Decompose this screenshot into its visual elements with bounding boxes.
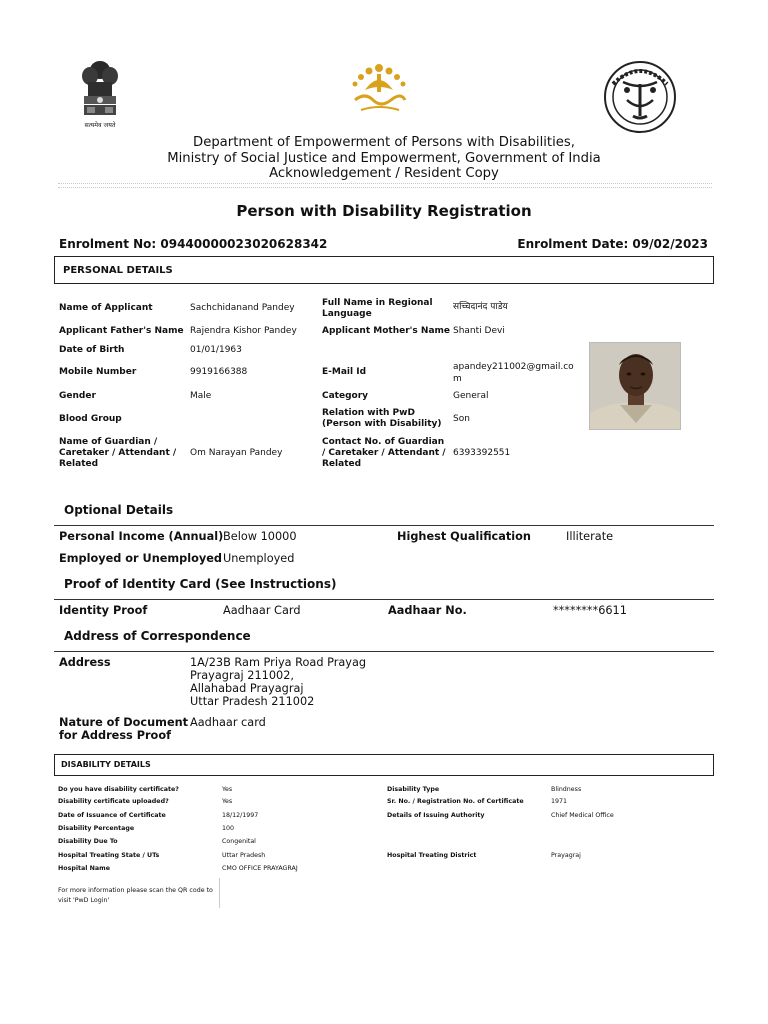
issuing-authority-value: Chief Medical Office: [551, 812, 614, 819]
divider: [58, 187, 712, 188]
address-proof-value: Aadhaar card: [190, 716, 266, 729]
regional-name-label: Full Name in Regional Language: [322, 298, 433, 319]
disability-type-value: Blindness: [551, 786, 582, 793]
address-line-2: Prayagraj 211002,: [190, 669, 294, 682]
enrolment-date: Enrolment Date: 09/02/2023: [517, 237, 708, 251]
divider: [54, 651, 714, 652]
relation-value: Son: [453, 414, 470, 424]
section-title: PERSONAL DETAILS: [63, 265, 173, 276]
disability-percentage-value: 100: [222, 825, 235, 832]
qr-note-line-1: For more information please scan the QR code to: [58, 887, 213, 894]
divider: [58, 183, 712, 184]
hospital-district-label: Hospital Treating District: [387, 852, 477, 859]
certificate-number-label: Sr. No. / Registration No. of Certificate: [387, 798, 524, 805]
disability-details-section-header: [54, 754, 714, 776]
divider: [54, 525, 714, 526]
uttar-pradesh-seal-logo: [601, 60, 679, 134]
enrolment-number: Enrolment No: 09440000023020628342: [59, 237, 328, 251]
divider: [219, 878, 220, 908]
hospital-state-value: Uttar Pradesh: [222, 852, 266, 859]
address-line-4: Uttar Pradesh 211002: [190, 695, 315, 708]
father-name-value: Rajendra Kishor Pandey: [190, 326, 297, 336]
applicant-photo: [589, 342, 681, 430]
email-label: E-Mail Id: [322, 367, 367, 377]
acknowledgement-line: Acknowledgement / Resident Copy: [269, 166, 499, 181]
issue-date-value: 18/12/1997: [222, 812, 259, 819]
aadhaar-number-label: Aadhaar No.: [388, 604, 467, 617]
disability-percentage-label: Disability Percentage: [58, 825, 135, 832]
address-label: Address: [59, 656, 111, 669]
regional-name-value: सच्चिदानंद पाडेय: [453, 302, 508, 312]
gender-value: Male: [190, 391, 212, 401]
address-line-1: 1A/23B Ram Priya Road Prayag: [190, 656, 367, 669]
address-line-3: Allahabad Prayagraj: [190, 682, 304, 695]
identity-proof-heading: Proof of Identity Card (See Instructions): [64, 577, 337, 591]
certificate-uploaded-value: Yes: [222, 798, 233, 805]
national-emblem-logo: [76, 58, 124, 136]
category-label: Category: [322, 391, 369, 401]
guardian-contact-label: Contact No. of Guardian / Caretaker / Attendant / Related: [322, 437, 446, 469]
department-line-1: Department of Empowerment of Persons with Disabilities,: [193, 135, 575, 150]
state-program-logo: [345, 60, 413, 120]
guardian-name-label: Name of Guardian / Caretaker / Attendant / Related: [59, 437, 177, 469]
disability-due-value: Congenital: [222, 838, 256, 845]
dob-label: Date of Birth: [59, 345, 125, 355]
issuing-authority-label: Details of Issuing Authority: [387, 812, 485, 819]
income-label: Personal Income (Annual): [59, 530, 224, 543]
guardian-contact-value: 6393392551: [453, 448, 511, 458]
relation-label: Relation with PwD (Person with Disability): [322, 408, 442, 429]
certificate-uploaded-label: Disability certificate uploaded?: [58, 798, 169, 805]
gender-label: Gender: [59, 391, 96, 401]
hospital-district-value: Prayagraj: [551, 852, 581, 859]
mobile-label: Mobile Number: [59, 367, 137, 377]
aadhaar-number-value: ********6611: [553, 604, 627, 617]
employment-label: Employed or Unemployed: [59, 552, 222, 565]
divider: [54, 599, 714, 600]
emblem-caption: सत्यमेव जयते: [84, 122, 116, 129]
mother-name-label: Applicant Mother's Name: [322, 326, 450, 336]
father-name-label: Applicant Father's Name: [59, 326, 184, 336]
email-value-line-2: m: [453, 374, 462, 384]
income-value: Below 10000: [223, 530, 297, 543]
certificate-label: Do you have disability certificate?: [58, 786, 179, 793]
qr-note-line-2: visit 'PwD Login': [58, 897, 110, 904]
hospital-name-label: Hospital Name: [58, 865, 110, 872]
applicant-name-value: Sachchidanand Pandey: [190, 303, 295, 313]
address-heading: Address of Correspondence: [64, 629, 251, 643]
qualification-label: Highest Qualification: [397, 530, 531, 543]
identity-proof-value: Aadhaar Card: [223, 604, 301, 617]
address-proof-label-line-2: for Address Proof: [59, 729, 171, 742]
blood-group-label: Blood Group: [59, 414, 122, 424]
personal-details-section-header: [54, 256, 714, 284]
dob-value: 01/01/1963: [190, 345, 242, 355]
identity-proof-label: Identity Proof: [59, 604, 148, 617]
optional-details-heading: Optional Details: [64, 503, 174, 517]
email-value-line-1: apandey211002@gmail.co: [453, 362, 574, 372]
department-line-2: Ministry of Social Justice and Empowerment, Government of India: [167, 151, 601, 166]
disability-type-label: Disability Type: [387, 786, 440, 793]
mobile-value: 9919166388: [190, 367, 248, 377]
address-proof-label-line-1: Nature of Document: [59, 716, 189, 729]
qualification-value: Illiterate: [566, 530, 614, 543]
mother-name-value: Shanti Devi: [453, 326, 505, 336]
hospital-state-label: Hospital Treating State / UTs: [58, 852, 160, 859]
disability-due-label: Disability Due To: [58, 838, 118, 845]
issue-date-label: Date of Issuance of Certificate: [58, 812, 166, 819]
hospital-name-value: CMO OFFICE PRAYAGRAJ: [222, 865, 298, 872]
applicant-name-label: Name of Applicant: [59, 303, 153, 313]
certificate-number-value: 1971: [551, 798, 568, 805]
category-value: General: [453, 391, 489, 401]
certificate-value: Yes: [222, 786, 233, 793]
page-title: Person with Disability Registration: [236, 202, 532, 220]
employment-value: Unemployed: [223, 552, 295, 565]
section-title: DISABILITY DETAILS: [61, 760, 151, 769]
guardian-name-value: Om Narayan Pandey: [190, 448, 283, 458]
